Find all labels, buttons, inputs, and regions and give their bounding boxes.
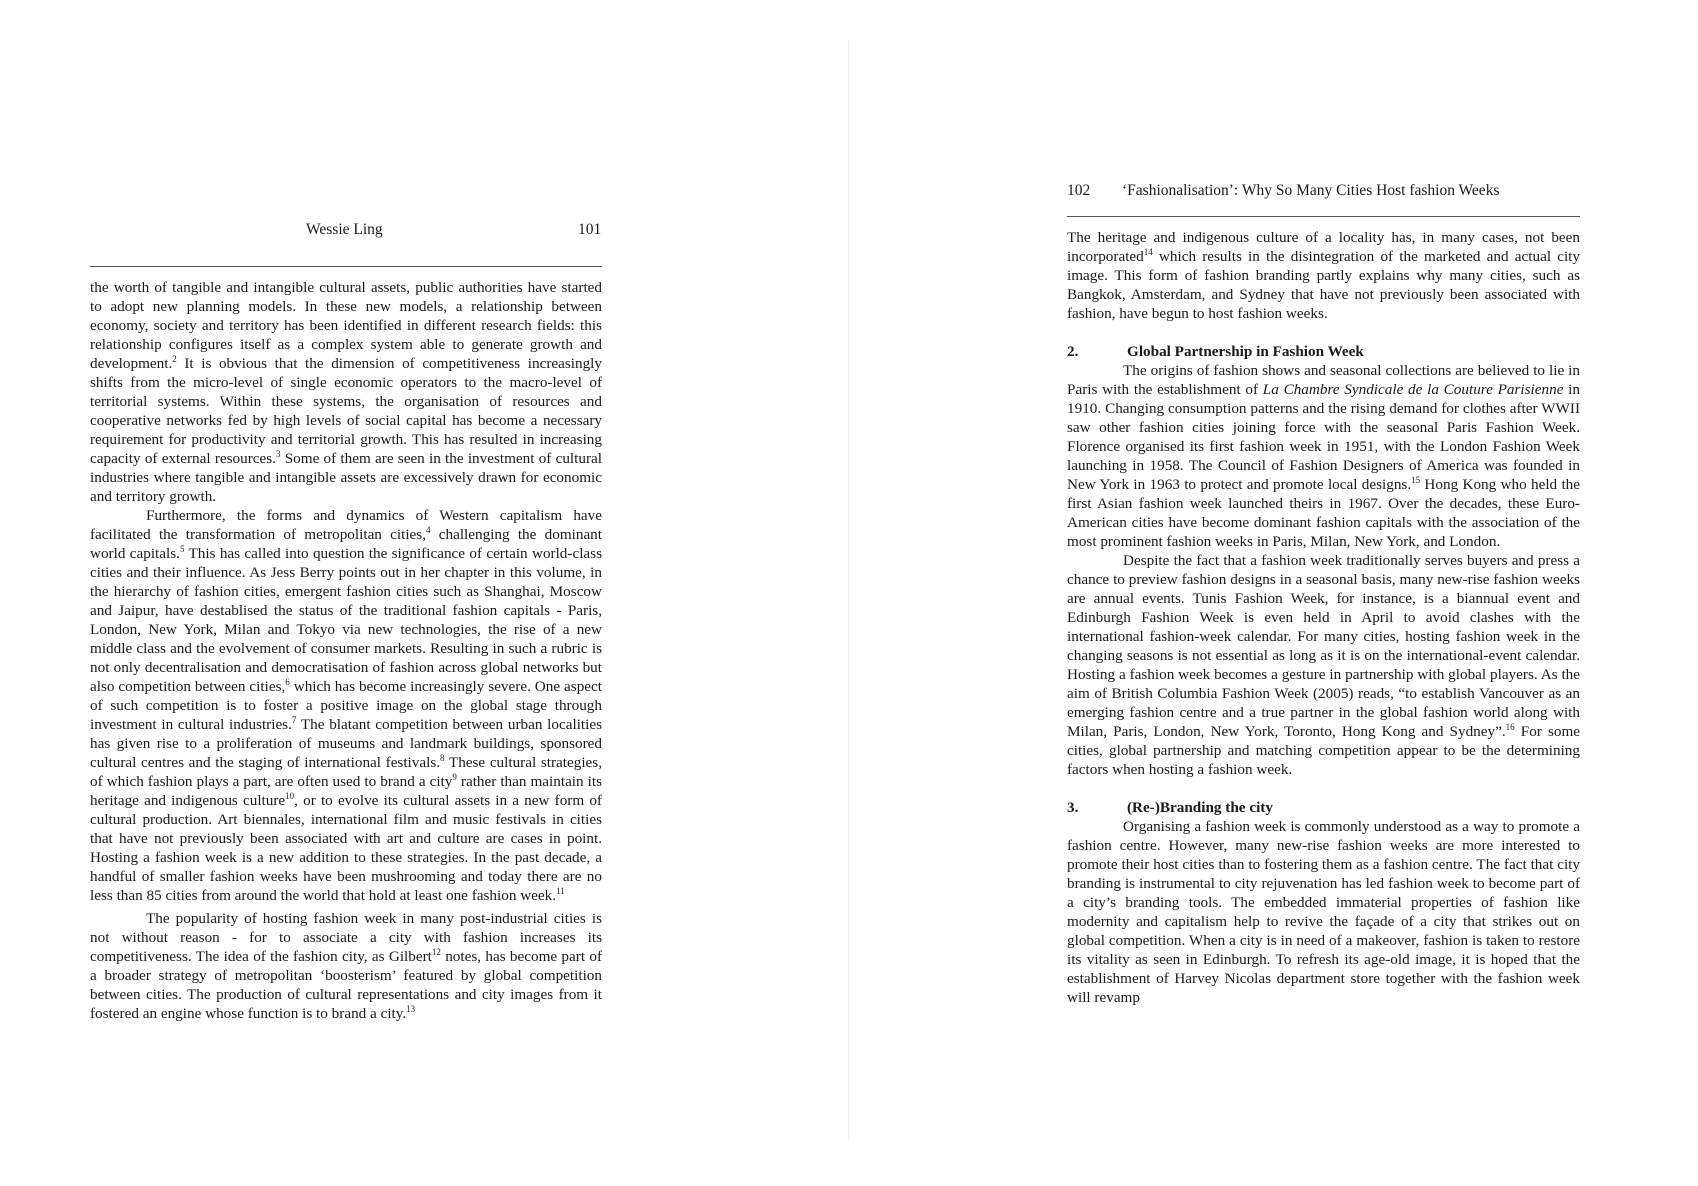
text-run: the worth of tangible and intangible cultural assets, public authorities have started to adopt new planning models. In these new models, a relationship between economy, society and territory has been identified in different research fields: this relationship configures itself as a complex system able to generate growth and development. — [90, 279, 602, 372]
section-heading — [1067, 798, 1580, 817]
right-page — [849, 0, 1698, 1186]
text-run: challenging the dominant world capitals. — [90, 526, 602, 562]
text-run: It is obvious that the dimension of competitiveness increasingly shifts from the micro-level of single economic operators to the macro-level of territorial systems. Within these systems, the organisation of resources and cooperative networks fed by high levels of social capital has become a necessary requirement for productivity and territorial growth. This has resulted in increasing capacity of external resources. — [90, 355, 602, 467]
text-run: For some cities, global partnership and matching competition appear to be the determining factors when hosting a fashion week. — [1067, 723, 1580, 778]
text-run: The popularity of hosting fashion week in many post-industrial cities is not without reason - for to associate a city with fashion increases its competitiveness. The idea of the fashion city, as Gilbert — [90, 910, 602, 965]
paragraph — [1067, 817, 1580, 1007]
footnote-marker: 8 — [440, 753, 445, 763]
page-number-left: 101 — [578, 221, 602, 238]
section-heading — [1067, 342, 1580, 361]
text-run: This has called into question the significance of certain world-class cities and their influence. As Jess Berry points out in her chapter in this volume, in the hierarchy of fashion cities, emergent fashion cities such as Shanghai, Moscow and Jaipur, have destablised the status of the traditional fashion capitals - Paris, London, New York, Milan and Tokyo via new technologies, the rise of a new middle class and the evolvement of consumer markets. Resulting in such a rubric is not only decentralisation and democratisation of fashion across global networks but also competition between cities, — [90, 545, 602, 695]
text-run: which results in the disintegration of the marketed and actual city image. This form of fashion branding partly explains why many cities, such as Bangkok, Amsterdam, and Sydney that have not previously been associated with fashion, have begun to host fashion weeks. — [1067, 248, 1580, 322]
footnote-marker: 11 — [556, 886, 565, 896]
text-run: Furthermore, the forms and dynamics of Western capitalism have facilitated the transformation of metropolitan cities, — [90, 507, 602, 543]
left-page — [0, 0, 848, 1186]
text-run: Despite the fact that a fashion week traditionally serves buyers and press a chance to preview fashion designs in a seasonal basis, many new-rise fashion weeks are annual events. Tunis Fashion Week, for instance, is a biannual event and Edinburgh Fashion Week is even held in April to avoid clashes with the international fashion-week calendar. For many cities, hosting fashion week in the changing seasons is not essential as long as it is on the international-event calendar. Hosting a fashion week becomes a gesture in partnership with global players. As the aim of British Columbia Fashion Week (2005) reads, “to establish Vancouver as an emerging fashion centre and a true partner in the global fashion world along with Milan, Paris, London, New York, Toronto, Hong Kong and Sydney”. — [1067, 552, 1580, 740]
footnote-marker: 4 — [426, 525, 431, 535]
section-number: 3. — [1067, 799, 1079, 816]
text-run: The heritage and indigenous culture of a locality has, in many cases, not been incorporated — [1067, 229, 1580, 265]
footnote-marker: 16 — [1505, 722, 1515, 732]
text-run: The origins of fashion shows and seasonal collections are believed to lie in Paris with the establishment of — [1067, 362, 1580, 398]
paragraph — [1067, 551, 1580, 779]
paragraph — [90, 506, 602, 905]
text-run: , or to evolve its cultural assets in a new form of cultural production. Art biennales, international film and music festivals in cities that have not previously been associated with art and culture are cases in point. Hosting a fashion week is a new addition to these strategies. In the past decade, a handful of smaller fashion weeks have been mushrooming and today there are no less than 85 cities from around the world that hold at least one fashion week. — [90, 792, 602, 904]
text-run: The blatant competition between urban localities has given rise to a proliferation of museums and landmark buildings, sponsored cultural centres and the staging of international festivals. — [90, 716, 603, 771]
paragraph — [90, 278, 602, 506]
section-title: (Re-)Branding the city — [1127, 799, 1273, 816]
footnote-marker: 5 — [179, 544, 185, 554]
paragraph — [90, 909, 602, 1023]
text-run: Hong Kong who held the first Asian fashion week launched theirs in 1967. Over the decades, these Euro-American cities have become dominant fashion capitals with the association of the most prominent fashion weeks in Paris, Milan, New York, and London. — [1067, 476, 1580, 550]
section-number: 2. — [1067, 343, 1079, 360]
footnote-marker: 14 — [1143, 247, 1153, 257]
text-run: Some of them are seen in the investment of cultural industries where tangible and intangible assets are excessively drawn for economic and territory growth. — [90, 450, 602, 505]
footnote-marker: 3 — [275, 449, 281, 459]
running-head-title: ‘Fashionalisation’: Why So Many Cities Host fashion Weeks — [1122, 182, 1500, 199]
footnote-marker: 10 — [285, 791, 295, 801]
running-head-author: Wessie Ling — [306, 221, 383, 238]
text-run: Organising a fashion week is commonly understood as a way to promote a fashion centre. However, many new-rise fashion weeks are more interested to promote their host cities than to fostering them as a fashion centre. The fact that city branding is instrumental to city rejuvenation has led fashion week to become part of a city’s branding tools. The embedded immaterial properties of fashion like modernity and capitalism help to revive the façade of a city that strikes out on global competition. When a city is in need of a makeover, fashion is taken to restore its vitality as seen in Edinburgh. To refresh its age-old image, it is hoped that the establishment of Harvey Nicolas department store together with the fashion week will revamp — [1067, 818, 1580, 1006]
header-rule-right — [1067, 216, 1580, 217]
left-body-text — [90, 278, 602, 1023]
footnote-marker: 7 — [291, 715, 297, 725]
text-run: in 1910. Changing consumption patterns and the rising demand for clothes after WWII saw other fashion cities joining force with the seasonal Paris Fashion Week. Florence organised its first fashion week in 1951, with the London Fashion Week launching in 1958. The Council of Fashion Designers of America was founded in New York in 1963 to protect and promote local designs. — [1067, 381, 1580, 493]
header-rule-left — [90, 266, 602, 267]
footnote-marker: 9 — [452, 772, 457, 782]
paragraph — [1067, 228, 1580, 323]
text-run: notes, has become part of a broader strategy of metropolitan ‘boosterism’ featured by global competition between cities. The production of cultural representations and city images from it fostered an engine whose function is to brand a city. — [90, 948, 602, 1022]
footnote-marker: 6 — [285, 677, 290, 687]
paragraph — [1067, 361, 1580, 551]
footnote-marker: 12 — [431, 947, 441, 957]
text-run: rather than maintain its heritage and indigenous culture — [90, 773, 602, 809]
text-run: which has become increasingly severe. One aspect of such competition is to foster a positive image on the global stage through investment in cultural industries. — [90, 678, 602, 733]
text-run: These cultural strategies, of which fashion plays a part, are often used to brand a city — [90, 754, 602, 790]
italic-title: La Chambre Syndicale de la Couture Parisienne — [1262, 381, 1564, 398]
page-number-right: 102 — [1067, 182, 1091, 199]
right-body-text — [1067, 228, 1580, 1007]
section-title: Global Partnership in Fashion Week — [1127, 343, 1364, 360]
footnote-marker: 15 — [1411, 475, 1421, 485]
footnote-marker: 2 — [172, 354, 177, 364]
footnote-marker: 13 — [406, 1004, 416, 1014]
